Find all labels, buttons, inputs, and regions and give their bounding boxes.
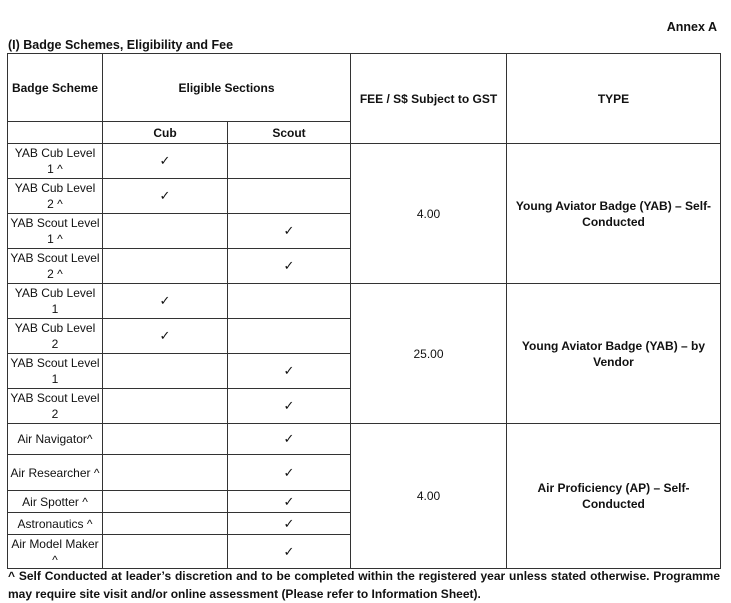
scout-eligibility-cell — [228, 179, 351, 214]
cub-eligibility-cell — [103, 319, 228, 354]
checkmark-icon: ✓ — [159, 328, 171, 343]
cub-eligibility-cell — [103, 455, 228, 491]
header-row — [8, 54, 721, 122]
badge-scheme-name: YAB Scout Level 1 ^ — [10, 216, 100, 246]
type-cell: Young Aviator Badge (YAB) – by Vendor — [507, 284, 721, 424]
badge-scheme-name: Air Navigator^ — [17, 432, 93, 446]
badge-scheme-cell — [8, 249, 103, 284]
header-cub: Cub — [103, 122, 228, 144]
checkmark-icon: ✓ — [283, 493, 295, 509]
checkmark-icon: ✓ — [283, 258, 295, 273]
checkmark-icon: ✓ — [159, 188, 171, 203]
scout-eligibility-cell — [228, 535, 351, 569]
scout-eligibility-cell — [228, 354, 351, 389]
badge-scheme-name: YAB Cub Level 2 — [14, 321, 96, 351]
badge-scheme-cell — [8, 424, 103, 455]
scout-eligibility-cell — [228, 249, 351, 284]
badge-schemes-table — [7, 53, 721, 569]
scout-eligibility-cell — [228, 284, 351, 319]
annex-label: Annex A — [666, 20, 717, 34]
table-row — [8, 284, 721, 319]
footnote: ^ Self Conducted at leader’s discretion and to be completed within the registered year unless stated otherwise. Programme may require site visit and/or online assessment (Please refer to Information Sheet). — [8, 569, 720, 601]
cub-eligibility-cell — [103, 354, 228, 389]
cub-eligibility-cell — [103, 513, 228, 535]
cub-eligibility-cell — [103, 214, 228, 249]
checkmark-icon: ✓ — [283, 515, 295, 531]
badge-scheme-name: YAB Scout Level 2 ^ — [10, 251, 100, 281]
badge-scheme-cell — [8, 319, 103, 354]
scout-eligibility-cell — [228, 455, 351, 491]
badge-scheme-cell — [8, 535, 103, 569]
cub-eligibility-cell — [103, 249, 228, 284]
checkmark-icon: ✓ — [283, 223, 295, 238]
fee-cell: 4.00 — [351, 144, 507, 284]
scout-eligibility-cell — [228, 144, 351, 179]
cub-eligibility-cell — [103, 535, 228, 569]
scout-eligibility-cell — [228, 513, 351, 535]
checkmark-icon: ✓ — [283, 431, 295, 446]
badge-scheme-name: YAB Cub Level 2 ^ — [14, 181, 96, 211]
cub-eligibility-cell — [103, 284, 228, 319]
checkmark-icon: ✓ — [283, 398, 295, 413]
checkmark-icon: ✓ — [283, 543, 295, 559]
scout-eligibility-cell — [228, 389, 351, 424]
scout-eligibility-cell — [228, 424, 351, 455]
section-title: (I) Badge Schemes, Eligibility and Fee — [8, 38, 234, 52]
cub-eligibility-cell — [103, 144, 228, 179]
header-eligible-sections: Eligible Sections — [103, 54, 351, 122]
cub-eligibility-cell — [103, 389, 228, 424]
type-cell: Air Proficiency (AP) – Self-Conducted — [507, 424, 721, 569]
badge-scheme-name: Air Model Maker ^ — [11, 536, 99, 567]
badge-scheme-cell — [8, 214, 103, 249]
table-row — [8, 424, 721, 455]
fee-cell: 4.00 — [351, 424, 507, 569]
subheader-blank — [8, 122, 103, 144]
badge-scheme-name: YAB Scout Level 1 — [10, 356, 100, 386]
badge-scheme-cell — [8, 455, 103, 491]
header-fee: FEE / S$ Subject to GST — [351, 54, 507, 144]
badge-scheme-cell — [8, 144, 103, 179]
badge-scheme-name: YAB Cub Level 1 — [14, 286, 96, 316]
cub-eligibility-cell — [103, 179, 228, 214]
badge-scheme-name: YAB Scout Level 2 — [10, 391, 100, 421]
scout-eligibility-cell — [228, 491, 351, 513]
badge-scheme-cell — [8, 354, 103, 389]
badge-scheme-cell — [8, 389, 103, 424]
header-scout: Scout — [228, 122, 351, 144]
checkmark-icon: ✓ — [159, 153, 171, 168]
header-badge-scheme: Badge Scheme — [8, 54, 103, 122]
badge-scheme-name: Air Researcher ^ — [10, 465, 100, 480]
checkmark-icon: ✓ — [159, 293, 171, 308]
type-cell: Young Aviator Badge (YAB) – Self-Conducted — [507, 144, 721, 284]
cub-eligibility-cell — [103, 424, 228, 455]
badge-scheme-cell — [8, 513, 103, 535]
badge-scheme-name: YAB Cub Level 1 ^ — [14, 146, 96, 176]
cub-eligibility-cell — [103, 491, 228, 513]
badge-scheme-cell — [8, 179, 103, 214]
header-type: TYPE — [507, 54, 721, 144]
badge-scheme-name: Astronautics ^ — [17, 516, 93, 531]
fee-cell: 25.00 — [351, 284, 507, 424]
checkmark-icon: ✓ — [283, 363, 295, 378]
badge-scheme-name: Air Spotter ^ — [22, 494, 88, 509]
badge-scheme-cell — [8, 491, 103, 513]
scout-eligibility-cell — [228, 319, 351, 354]
scout-eligibility-cell — [228, 214, 351, 249]
badge-scheme-cell — [8, 284, 103, 319]
checkmark-icon: ✓ — [283, 464, 295, 480]
table-row — [8, 144, 721, 179]
